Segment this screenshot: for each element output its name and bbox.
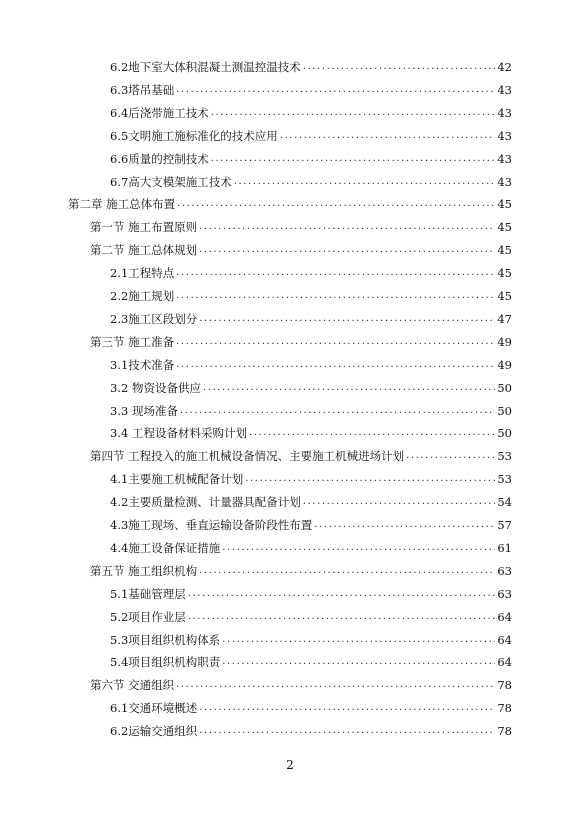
toc-entry-page: 64 (497, 632, 512, 647)
dot-leader (406, 449, 495, 463)
toc-entry[interactable] (110, 581, 512, 601)
toc-entry-page: 49 (497, 334, 512, 349)
dot-leader (245, 472, 495, 486)
toc-entry[interactable] (110, 604, 512, 624)
dot-leader (303, 495, 496, 509)
toc-entry-title: 5.2项目作业层 (110, 609, 186, 624)
toc-entry-page: 53 (497, 472, 512, 487)
dot-leader (176, 266, 495, 280)
dot-leader (280, 129, 496, 143)
toc-entry[interactable] (110, 146, 512, 166)
dot-leader (222, 541, 495, 555)
toc-entry-page: 50 (497, 380, 512, 395)
dot-leader (176, 335, 495, 349)
dot-leader (222, 633, 495, 647)
toc-entry-title: 4.4施工设备保证措施 (110, 540, 221, 555)
toc-entry-title: 3.4 工程设备材料采购计划 (110, 426, 247, 441)
page-number: 2 (286, 758, 294, 772)
toc-entry[interactable] (110, 100, 512, 120)
dot-leader (199, 701, 495, 715)
toc-entry-page: 57 (497, 518, 512, 532)
toc-entry[interactable] (110, 420, 512, 440)
toc-entry-title: 2.2施工规划 (110, 289, 175, 303)
toc-entry-page: 43 (497, 105, 512, 120)
dot-leader (211, 106, 496, 120)
dot-leader (176, 289, 495, 303)
toc-entry[interactable] (90, 558, 512, 578)
toc-entry-title: 3.3 现场准备 (110, 403, 178, 418)
toc-entry-title: 6.5文明施工施标准化的技术应用 (110, 128, 278, 143)
toc-entry-title: 2.1工程特点 (110, 266, 175, 281)
toc-entry-page: 64 (497, 655, 512, 670)
toc-entry-page: 63 (497, 563, 512, 578)
toc-entry-title: 4.3施工现场、垂直运输设备阶段性布置 (110, 518, 313, 532)
toc-entry-page: 43 (497, 174, 512, 189)
toc-entry[interactable] (110, 649, 512, 669)
toc-entry-page: 45 (497, 197, 512, 212)
toc-entry[interactable] (110, 54, 512, 74)
toc-entry-title: 3.1技术准备 (110, 357, 175, 372)
dot-leader (314, 518, 495, 532)
toc-entry-title: 2.3施工区段划分 (110, 311, 198, 326)
toc-entry-title: 第一节 施工布置原则 (90, 220, 198, 235)
toc-entry-page: 53 (497, 449, 512, 464)
toc-entry-page: 50 (497, 403, 512, 418)
dot-leader (188, 587, 496, 601)
toc-entry-title: 5.1基础管理层 (110, 586, 186, 601)
dot-leader (199, 312, 495, 326)
toc-entry[interactable] (110, 627, 512, 647)
toc-entry[interactable] (110, 375, 512, 395)
toc-entry-title: 第二章 施工总体布置 (68, 197, 176, 212)
dot-leader (180, 404, 495, 418)
toc-entry[interactable] (68, 191, 512, 211)
toc-entry[interactable] (90, 237, 512, 257)
toc-entry-title: 6.3塔吊基础 (110, 82, 175, 97)
toc-entry[interactable] (110, 352, 512, 372)
dot-leader (177, 197, 495, 211)
dot-leader (249, 426, 495, 440)
toc-entry-page: 63 (497, 586, 512, 601)
toc-entry-title: 3.2 物资设备供应 (110, 380, 201, 395)
toc-entry[interactable] (110, 283, 512, 303)
toc-entry-page: 50 (497, 426, 512, 441)
toc-entry-page: 45 (497, 220, 512, 235)
toc-entry-title: 6.2运输交通组织 (110, 724, 198, 739)
toc-entry[interactable] (110, 77, 512, 97)
toc-entry[interactable] (110, 466, 512, 486)
toc-entry-page: 61 (497, 540, 512, 555)
toc-entry[interactable] (90, 672, 512, 692)
toc-entry-title: 第五节 施工组织机构 (90, 563, 198, 578)
dot-leader (188, 610, 496, 624)
toc-entry[interactable] (90, 443, 512, 463)
toc-entry-page: 43 (497, 151, 512, 166)
toc-entry-title: 6.4后浇带施工技术 (110, 105, 209, 120)
toc-entry-title: 4.2主要质量检测、计量器具配备计划 (110, 495, 301, 510)
toc-entry[interactable] (110, 718, 512, 738)
toc-entry-title: 6.7高大支模架施工技术 (110, 174, 232, 189)
dot-leader (234, 175, 496, 189)
dot-leader (199, 243, 495, 257)
toc-entry-page: 78 (497, 724, 512, 739)
toc-entry-page: 54 (497, 495, 512, 510)
toc-entry-title: 6.2地下室大体积混凝土测温控温技术 (110, 60, 301, 74)
toc-entry[interactable] (110, 695, 512, 715)
toc-entry-page: 45 (497, 289, 512, 303)
toc-entry-page: 43 (497, 82, 512, 97)
toc-entry[interactable] (90, 214, 512, 234)
dot-leader (222, 655, 495, 669)
toc-entry[interactable] (110, 535, 512, 555)
toc-entry[interactable] (90, 329, 512, 349)
toc-entry-page: 47 (497, 311, 512, 326)
toc-entry-page: 45 (497, 243, 512, 258)
toc-entry-title: 第六节 交通组织 (90, 678, 175, 693)
toc-entry-page: 78 (497, 678, 512, 693)
toc-entry-page: 64 (497, 609, 512, 624)
toc-entry-page: 42 (497, 60, 512, 74)
toc-entry-title: 第二节 施工总体规划 (90, 243, 198, 258)
toc-entry-page: 45 (497, 266, 512, 281)
toc-entry-title: 4.1主要施工机械配备计划 (110, 472, 244, 487)
toc-entry-title: 第四节 工程投入的施工机械设备情况、主要施工机械进场计划 (90, 449, 405, 464)
dot-leader (199, 724, 495, 738)
dot-leader (199, 564, 495, 578)
toc-entry-title: 第三节 施工准备 (90, 334, 175, 349)
toc-entry[interactable] (110, 489, 512, 509)
dot-leader (176, 83, 495, 97)
toc-entry[interactable] (110, 169, 512, 189)
toc-entry-title: 5.3项目组织机构体系 (110, 632, 221, 647)
toc-entry[interactable] (110, 260, 512, 280)
toc-entry-title: 5.4项目组织机构职责 (110, 655, 221, 670)
toc-entry[interactable] (110, 306, 512, 326)
toc-entry[interactable] (110, 123, 512, 143)
dot-leader (203, 381, 495, 395)
dot-leader (303, 60, 496, 74)
dot-leader (199, 220, 495, 234)
toc-entry-title: 6.1交通环境概述 (110, 701, 198, 716)
toc-entry-page: 43 (497, 128, 512, 143)
toc-entry-page: 49 (497, 357, 512, 372)
dot-leader (211, 152, 496, 166)
toc-entry-title: 6.6质量的控制技术 (110, 151, 209, 166)
toc-entry[interactable] (110, 512, 512, 532)
toc-entry[interactable] (110, 398, 512, 418)
dot-leader (176, 358, 495, 372)
toc-entry-page: 78 (497, 701, 512, 716)
dot-leader (176, 678, 495, 692)
